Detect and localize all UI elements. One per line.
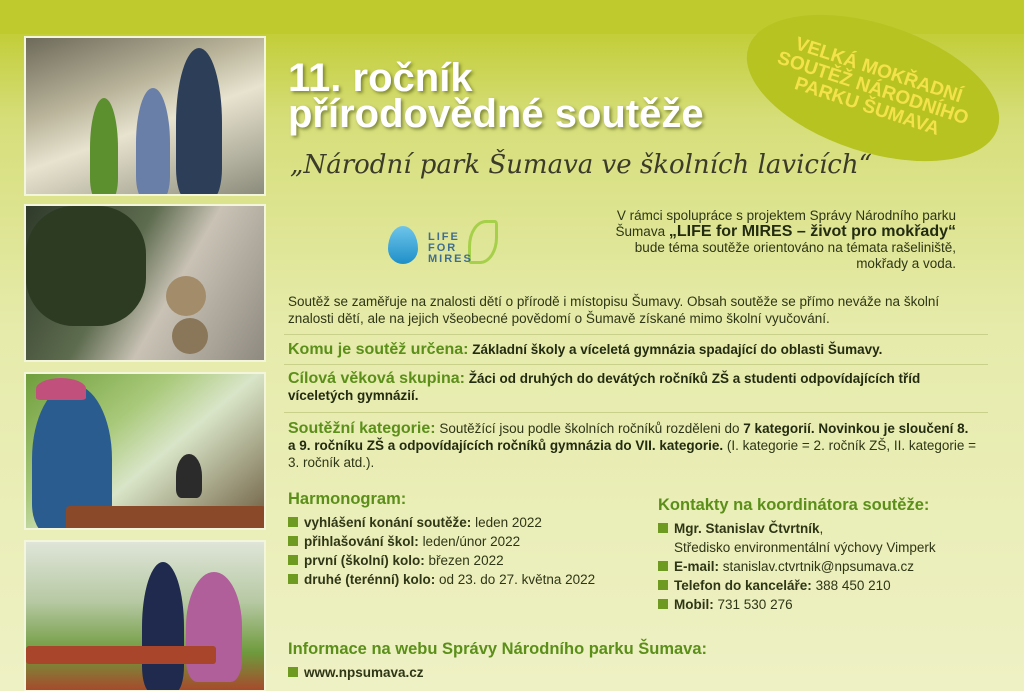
contacts-heading: Kontakty na koordinátora soutěže: bbox=[658, 496, 930, 514]
photo-object bbox=[26, 646, 216, 664]
bullet-square-icon bbox=[658, 580, 668, 590]
divider bbox=[284, 364, 988, 365]
phone-number: 388 450 210 bbox=[815, 578, 891, 593]
intro-text-part: bude téma soutěže orientováno na témata rašeliniště, mokřady a voda. bbox=[634, 240, 956, 271]
photo-students-presenting bbox=[24, 36, 266, 196]
photo-figure bbox=[176, 48, 222, 196]
email-label: E-mail: bbox=[674, 559, 720, 574]
contact-person: Mgr. Stanislav Čtvrtník, Středisko environmentální výchovy Vimperk bbox=[658, 519, 988, 557]
mobile-label: Mobil: bbox=[674, 597, 714, 612]
categories-note: (I. kategorie = 2. ročník ZŠ, II. kategorie = 3. ročník atd.). bbox=[288, 438, 977, 470]
bullet-square-icon bbox=[658, 561, 668, 571]
photo-object bbox=[66, 506, 266, 530]
water-drop-icon bbox=[388, 226, 418, 264]
intro-text bbox=[604, 208, 956, 272]
schedule-item bbox=[288, 570, 648, 589]
schedule-label: první (školní) kolo: bbox=[304, 553, 425, 568]
intro-text-part: V rámci spolupráce s projektem Správy Národního parku Šumava bbox=[615, 208, 956, 239]
schedule-item bbox=[288, 532, 648, 551]
target-schools-row bbox=[288, 341, 978, 358]
contact-name: Mgr. Stanislav Čtvrtník bbox=[674, 521, 820, 536]
schedule-label: vyhlášení konání soutěže: bbox=[304, 515, 472, 530]
logo-line: FOR bbox=[428, 242, 458, 254]
categories-heading: Soutěžní kategorie: bbox=[288, 420, 436, 437]
intro-project-name: „LIFE for MIRES – život pro mokřady“ bbox=[668, 223, 956, 240]
email-address[interactable]: stanislav.ctvrtnik@npsumava.cz bbox=[722, 559, 915, 574]
photo-object bbox=[166, 276, 206, 316]
photo-figure bbox=[136, 88, 170, 196]
target-schools-text: Základní školy a víceletá gymnázia spadající do oblasti Šumavy. bbox=[472, 342, 883, 357]
schedule-value: březen 2022 bbox=[428, 553, 504, 568]
web-info-heading: Informace na webu Správy Národního parku Šumava: bbox=[288, 640, 708, 658]
schedule-value: leden/únor 2022 bbox=[422, 534, 521, 549]
page-title bbox=[288, 56, 704, 136]
schedule-label: přihlašování škol: bbox=[304, 534, 419, 549]
description-paragraph: Soutěž se zaměřuje na znalosti dětí o přírodě i místopisu Šumavy. Obsah soutěže se přímo neváže na školní znalosti dětí, ale na jejich všeobecné povědomí o Šumavě získané mimo školní vyučování. bbox=[288, 294, 940, 326]
title-line-1: 11. ročník bbox=[288, 56, 473, 100]
categories-row bbox=[288, 420, 978, 471]
photo-boy-examining-samples bbox=[24, 204, 266, 362]
divider bbox=[284, 412, 988, 413]
logo-line: LIFE bbox=[428, 231, 460, 243]
bullet-square-icon bbox=[288, 517, 298, 527]
photo-object bbox=[176, 454, 202, 498]
bullet-square-icon bbox=[288, 574, 298, 584]
photo-plants-on-table bbox=[24, 540, 266, 691]
age-group-heading: Cílová věková skupina: bbox=[288, 370, 465, 387]
logo-text bbox=[428, 232, 488, 265]
bullet-square-icon bbox=[288, 667, 298, 677]
schedule-value: od 23. do 27. května 2022 bbox=[439, 572, 596, 587]
logo-line: MIRES bbox=[428, 253, 473, 265]
schedule-heading: Harmonogram: bbox=[288, 490, 407, 508]
contact-email bbox=[658, 557, 988, 576]
age-group-row bbox=[288, 370, 978, 404]
categories-text: Soutěžící jsou podle školních ročníků rozděleni do bbox=[439, 421, 740, 436]
title-line-2: přírodovědné soutěže bbox=[288, 92, 704, 136]
bullet-square-icon bbox=[288, 555, 298, 565]
categories-bold-text: 7 kategorií. Novinkou je sloučení 8. a 9. ročníku ZŠ a odpovídajících ročníků gymnázia do VII. kategorie. bbox=[288, 421, 969, 453]
bullet-square-icon bbox=[658, 523, 668, 533]
contact-organization: Středisko environmentální výchovy Vimperk bbox=[674, 540, 936, 555]
page-subtitle: „Národní park Šumava ve školních lavicích“ bbox=[290, 150, 872, 180]
age-group-text: Žáci od druhých do devátých ročníků ZŠ a studenti odpovídajících tříd víceletých gymnázií. bbox=[288, 371, 921, 403]
photo-object bbox=[172, 318, 208, 354]
phone-label: Telefon do kanceláře: bbox=[674, 578, 812, 593]
website-link[interactable]: www.npsumava.cz bbox=[304, 665, 424, 680]
target-schools-heading: Komu je soutěž určena: bbox=[288, 341, 469, 358]
bullet-square-icon bbox=[658, 599, 668, 609]
photo-figure bbox=[26, 206, 146, 326]
contact-mobile bbox=[658, 595, 988, 614]
photo-figure bbox=[186, 572, 242, 682]
life-for-mires-logo bbox=[384, 218, 504, 274]
schedule-item bbox=[288, 551, 648, 570]
schedule-value: leden 2022 bbox=[475, 515, 542, 530]
schedule-section bbox=[288, 490, 648, 589]
divider bbox=[284, 334, 988, 335]
web-link-item bbox=[288, 663, 888, 682]
badge-text: VELKÁ MOKŘADNÍ SOUTĚŽ NÁRODNÍHO PARKU ŠUMAVA bbox=[774, 33, 972, 140]
contact-phone bbox=[658, 576, 988, 595]
schedule-item bbox=[288, 513, 648, 532]
mobile-number: 731 530 276 bbox=[717, 597, 793, 612]
bullet-square-icon bbox=[288, 536, 298, 546]
schedule-label: druhé (terénní) kolo: bbox=[304, 572, 436, 587]
contacts-section bbox=[658, 496, 988, 614]
photo-figure bbox=[142, 562, 184, 691]
photo-figure bbox=[90, 98, 118, 196]
photo-girl-with-bird-figures bbox=[24, 372, 266, 530]
photo-object bbox=[36, 378, 86, 400]
web-info-section bbox=[288, 640, 888, 682]
